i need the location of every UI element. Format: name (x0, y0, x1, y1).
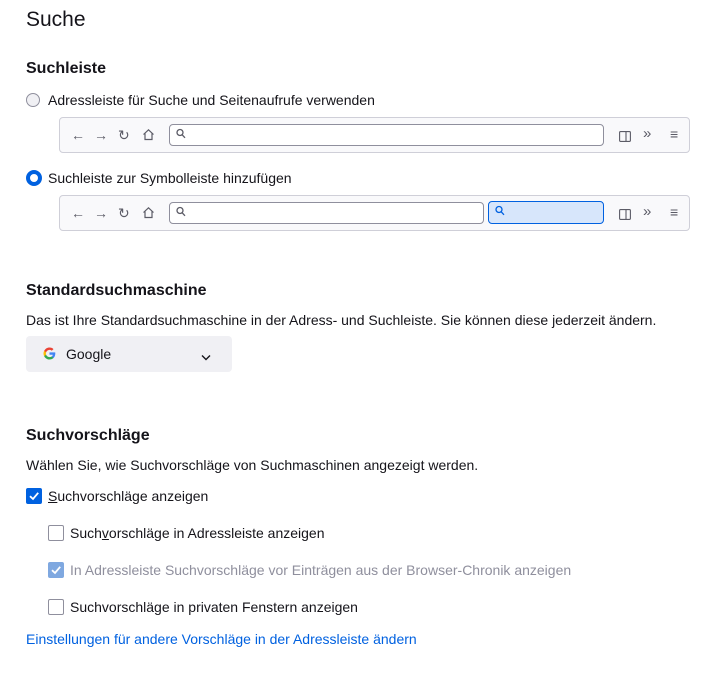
radio-urlbar-search-label[interactable]: Adressleiste für Suche und Seitenaufrufe verwenden (48, 92, 375, 108)
default-engine-heading: Standardsuchmaschine (26, 282, 207, 299)
default-engine-description: Das ist Ihre Standardsuchmaschine in der Adress- und Suchleiste. Sie können diese jederzeit ändern. (26, 312, 657, 328)
radio-urlbar-search[interactable] (26, 93, 40, 107)
accesskey-letter: v (101, 525, 109, 541)
private-suggestions-label[interactable]: Suchvorschläge in privaten Fenstern anzeigen (70, 599, 358, 615)
page-title: Suche (26, 8, 86, 31)
sidebar-icon (619, 129, 631, 147)
sidebar-icon (619, 207, 631, 225)
home-icon (142, 128, 155, 146)
urlbar-suggestions-checkbox[interactable] (48, 525, 64, 541)
suggestions-before-history-checkbox (48, 562, 64, 578)
search-icon (176, 128, 186, 140)
chevron-down-icon (201, 348, 211, 366)
searchbar-heading: Suchleiste (26, 60, 107, 77)
forward-arrow-icon: → (94, 205, 108, 221)
overflow-chevron-icon: » (643, 125, 652, 142)
reload-icon: ↻ (118, 205, 130, 221)
label-text: uchvorschläge anzeigen (57, 488, 209, 504)
show-suggestions-checkbox[interactable] (26, 488, 42, 504)
suggestions-heading: Suchvorschläge (26, 427, 150, 444)
urlbar-preview (169, 124, 604, 146)
reload-icon: ↻ (118, 127, 130, 143)
default-engine-value: Google (66, 346, 112, 362)
overflow-chevron-icon: » (643, 203, 652, 220)
urlbar-suggestions-settings-link[interactable]: Einstellungen für andere Vorschläge in der Adressleiste ändern (26, 631, 417, 647)
private-suggestions-checkbox[interactable] (48, 599, 64, 615)
forward-arrow-icon: → (94, 127, 108, 143)
menu-icon: ≡ (670, 204, 679, 220)
google-logo-icon (43, 347, 56, 365)
radio-separate-searchbar[interactable] (26, 170, 42, 186)
checkmark-icon (49, 563, 63, 577)
back-arrow-icon: ← (71, 205, 85, 221)
checkmark-icon (27, 489, 41, 503)
suggestions-description: Wählen Sie, wie Suchvorschläge von Suchmaschinen angezeigt werden. (26, 457, 479, 473)
urlbar-suggestions-label[interactable] (70, 525, 325, 541)
radio-separate-searchbar-label[interactable]: Suchleiste zur Symbolleiste hinzufügen (48, 170, 292, 186)
urlbar-only-preview (59, 117, 690, 153)
suggestions-before-history-label: In Adressleiste Suchvorschläge vor Einträgen aus der Browser-Chronik anzeigen (70, 562, 572, 578)
label-text: orschläge in Adressleiste anzeigen (108, 525, 325, 541)
search-icon (176, 206, 186, 218)
accesskey-letter: S (48, 488, 58, 504)
home-icon (142, 206, 155, 224)
show-suggestions-label[interactable] (48, 488, 208, 504)
search-icon (495, 205, 505, 217)
default-engine-select[interactable] (26, 336, 232, 372)
back-arrow-icon: ← (71, 127, 85, 143)
separate-searchbar-preview (488, 201, 604, 224)
label-text: Such (70, 525, 102, 541)
menu-icon: ≡ (670, 126, 679, 142)
searchbar-preview (59, 195, 690, 231)
urlbar-preview (169, 202, 484, 224)
